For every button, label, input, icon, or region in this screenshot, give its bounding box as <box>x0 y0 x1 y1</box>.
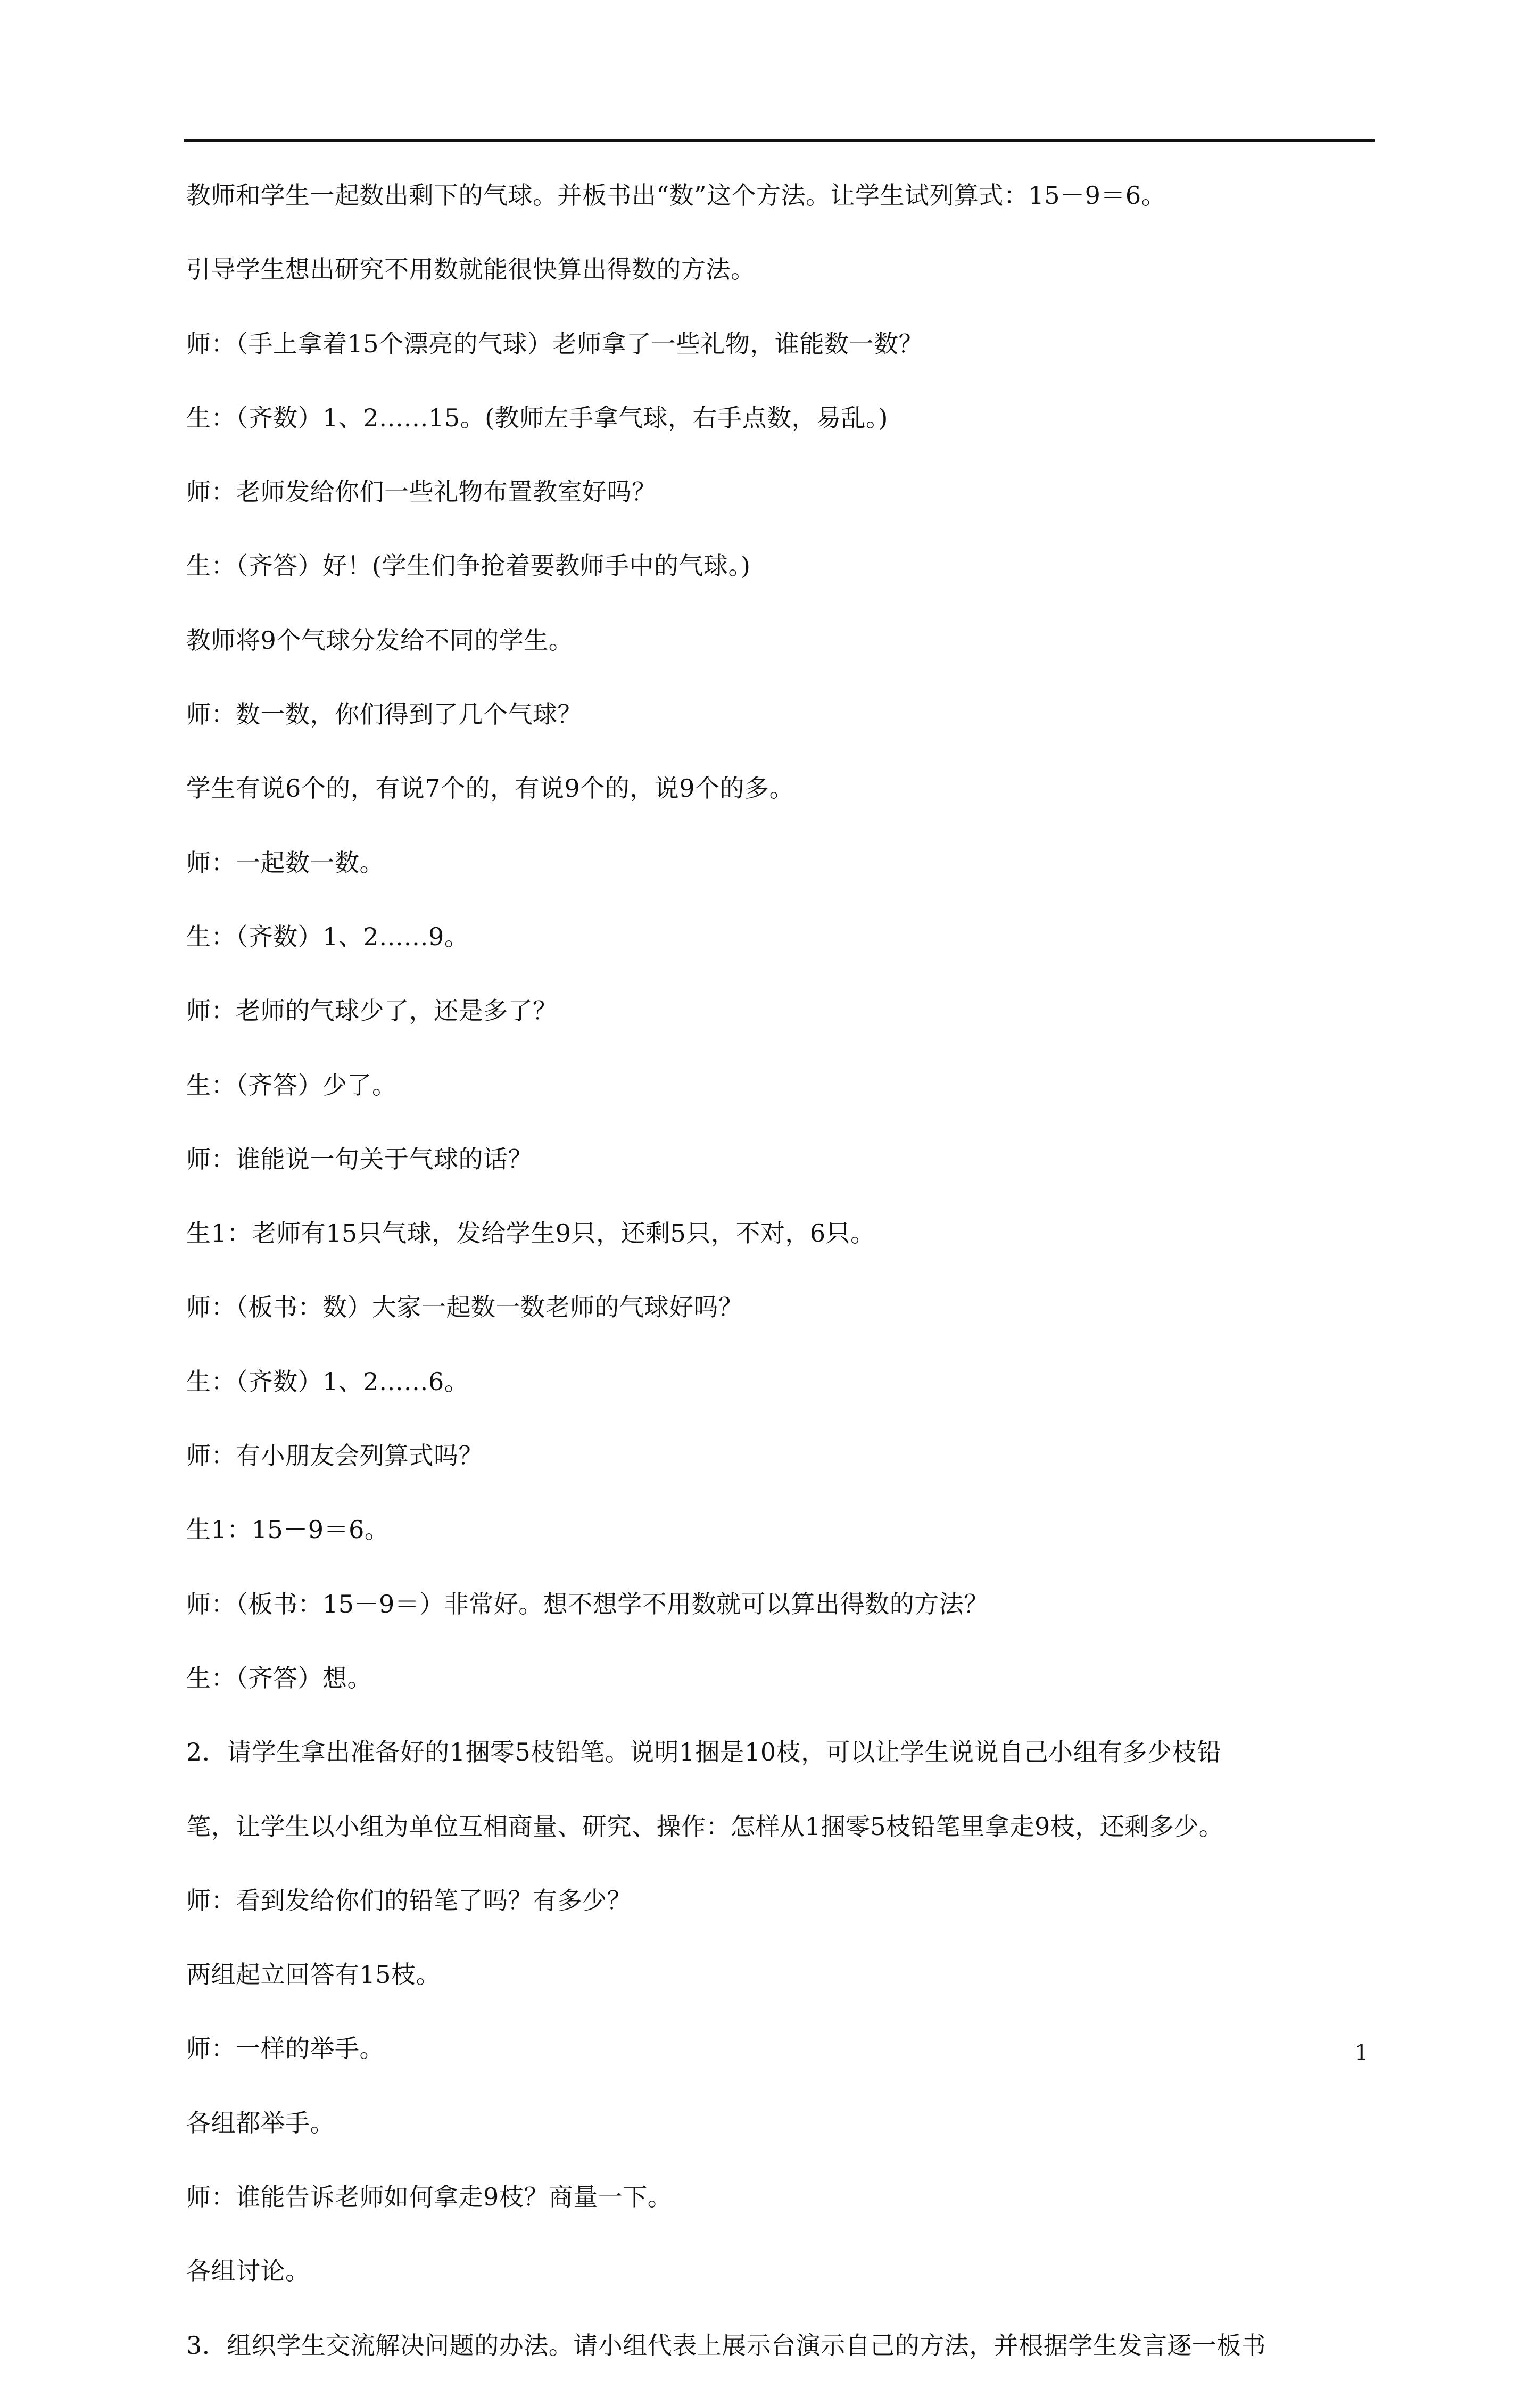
paragraph-line: 师：老师发给你们一些礼物布置教室好吗？ <box>186 477 657 507</box>
document-body <box>186 181 1378 2405</box>
paragraph-line: 生1：老师有15只气球，发给学生9只，还剩5只，不对，6只。 <box>186 1219 875 1248</box>
paragraph-line: 师：看到发给你们的铅笔了吗？有多少？ <box>186 1886 632 1915</box>
page-number: 1 <box>1355 2040 1369 2065</box>
paragraph-line: 师：谁能告诉老师如何拿走9枝？商量一下。 <box>186 2183 673 2212</box>
paragraph-line: 生1：15－9＝6。 <box>186 1515 390 1544</box>
paragraph-line: 生：（齐答）好！(学生们争抢着要教师手中的气球。) <box>186 551 751 581</box>
paragraph-line: 引导学生想出研究不用数就能很快算出得数的方法。 <box>186 255 756 284</box>
paragraph-line: 生：（齐数）1、2……9。 <box>186 922 469 951</box>
header-rule <box>184 139 1375 142</box>
paragraph-line: 2．请学生拿出准备好的1捆零5枝铅笔。说明1捆是10枝，可以让学生说说自己小组有多少枝铅 <box>186 1738 1222 1767</box>
paragraph-line: 两组起立回答有15枝。 <box>186 1960 441 1989</box>
paragraph-line: 师：（板书：15－9＝）非常好。想不想学不用数就可以算出得数的方法？ <box>186 1589 989 1618</box>
paragraph-line: 生：（齐答）想。 <box>186 1663 372 1692</box>
paragraph-line: 师：一样的举手。 <box>186 2034 384 2063</box>
paragraph-line: 师：数一数，你们得到了几个气球？ <box>186 700 582 729</box>
paragraph-line: 生：（齐答）少了。 <box>186 1070 397 1100</box>
paragraph-line: 教师将9个气球分发给不同的学生。 <box>186 625 574 655</box>
paragraph-line: 师：一起数一数。 <box>186 848 384 877</box>
paragraph-line: 3．组织学生交流解决问题的办法。请小组代表上展示台演示自己的方法，并根据学生发言逐一板书 <box>186 2330 1266 2360</box>
paragraph-line: 师：有小朋友会列算式吗？ <box>186 1441 483 1470</box>
paragraph-line: 笔，让学生以小组为单位互相商量、研究、操作：怎样从1捆零5枝铅笔里拿走9枝，还剩多少。 <box>186 1812 1224 1841</box>
paragraph-line: 师：（板书：数）大家一起数一数老师的气球好吗？ <box>186 1293 743 1322</box>
paragraph-line: 生：（齐数）1、2……6。 <box>186 1367 469 1396</box>
paragraph-line: 各组讨论。 <box>186 2257 310 2286</box>
paragraph-line: 师：（手上拿着15个漂亮的气球）老师拿了一些礼物，谁能数一数？ <box>186 329 924 358</box>
paragraph-line: 师：老师的气球少了，还是多了？ <box>186 996 558 1026</box>
paragraph-line: 师：谁能说一句关于气球的话？ <box>186 1144 533 1173</box>
paragraph-line: 各组都举手。 <box>186 2108 335 2137</box>
paragraph-line: 学生有说6个的，有说7个的，有说9个的，说9个的多。 <box>186 774 794 803</box>
paragraph-line: 生：（齐数）1、2……15。(教师左手拿气球，右手点数，易乱。) <box>186 403 888 432</box>
paragraph-line: 教师和学生一起数出剩下的气球。并板书出“数”这个方法。让学生试列算式：15－9＝6。 <box>186 181 1166 210</box>
